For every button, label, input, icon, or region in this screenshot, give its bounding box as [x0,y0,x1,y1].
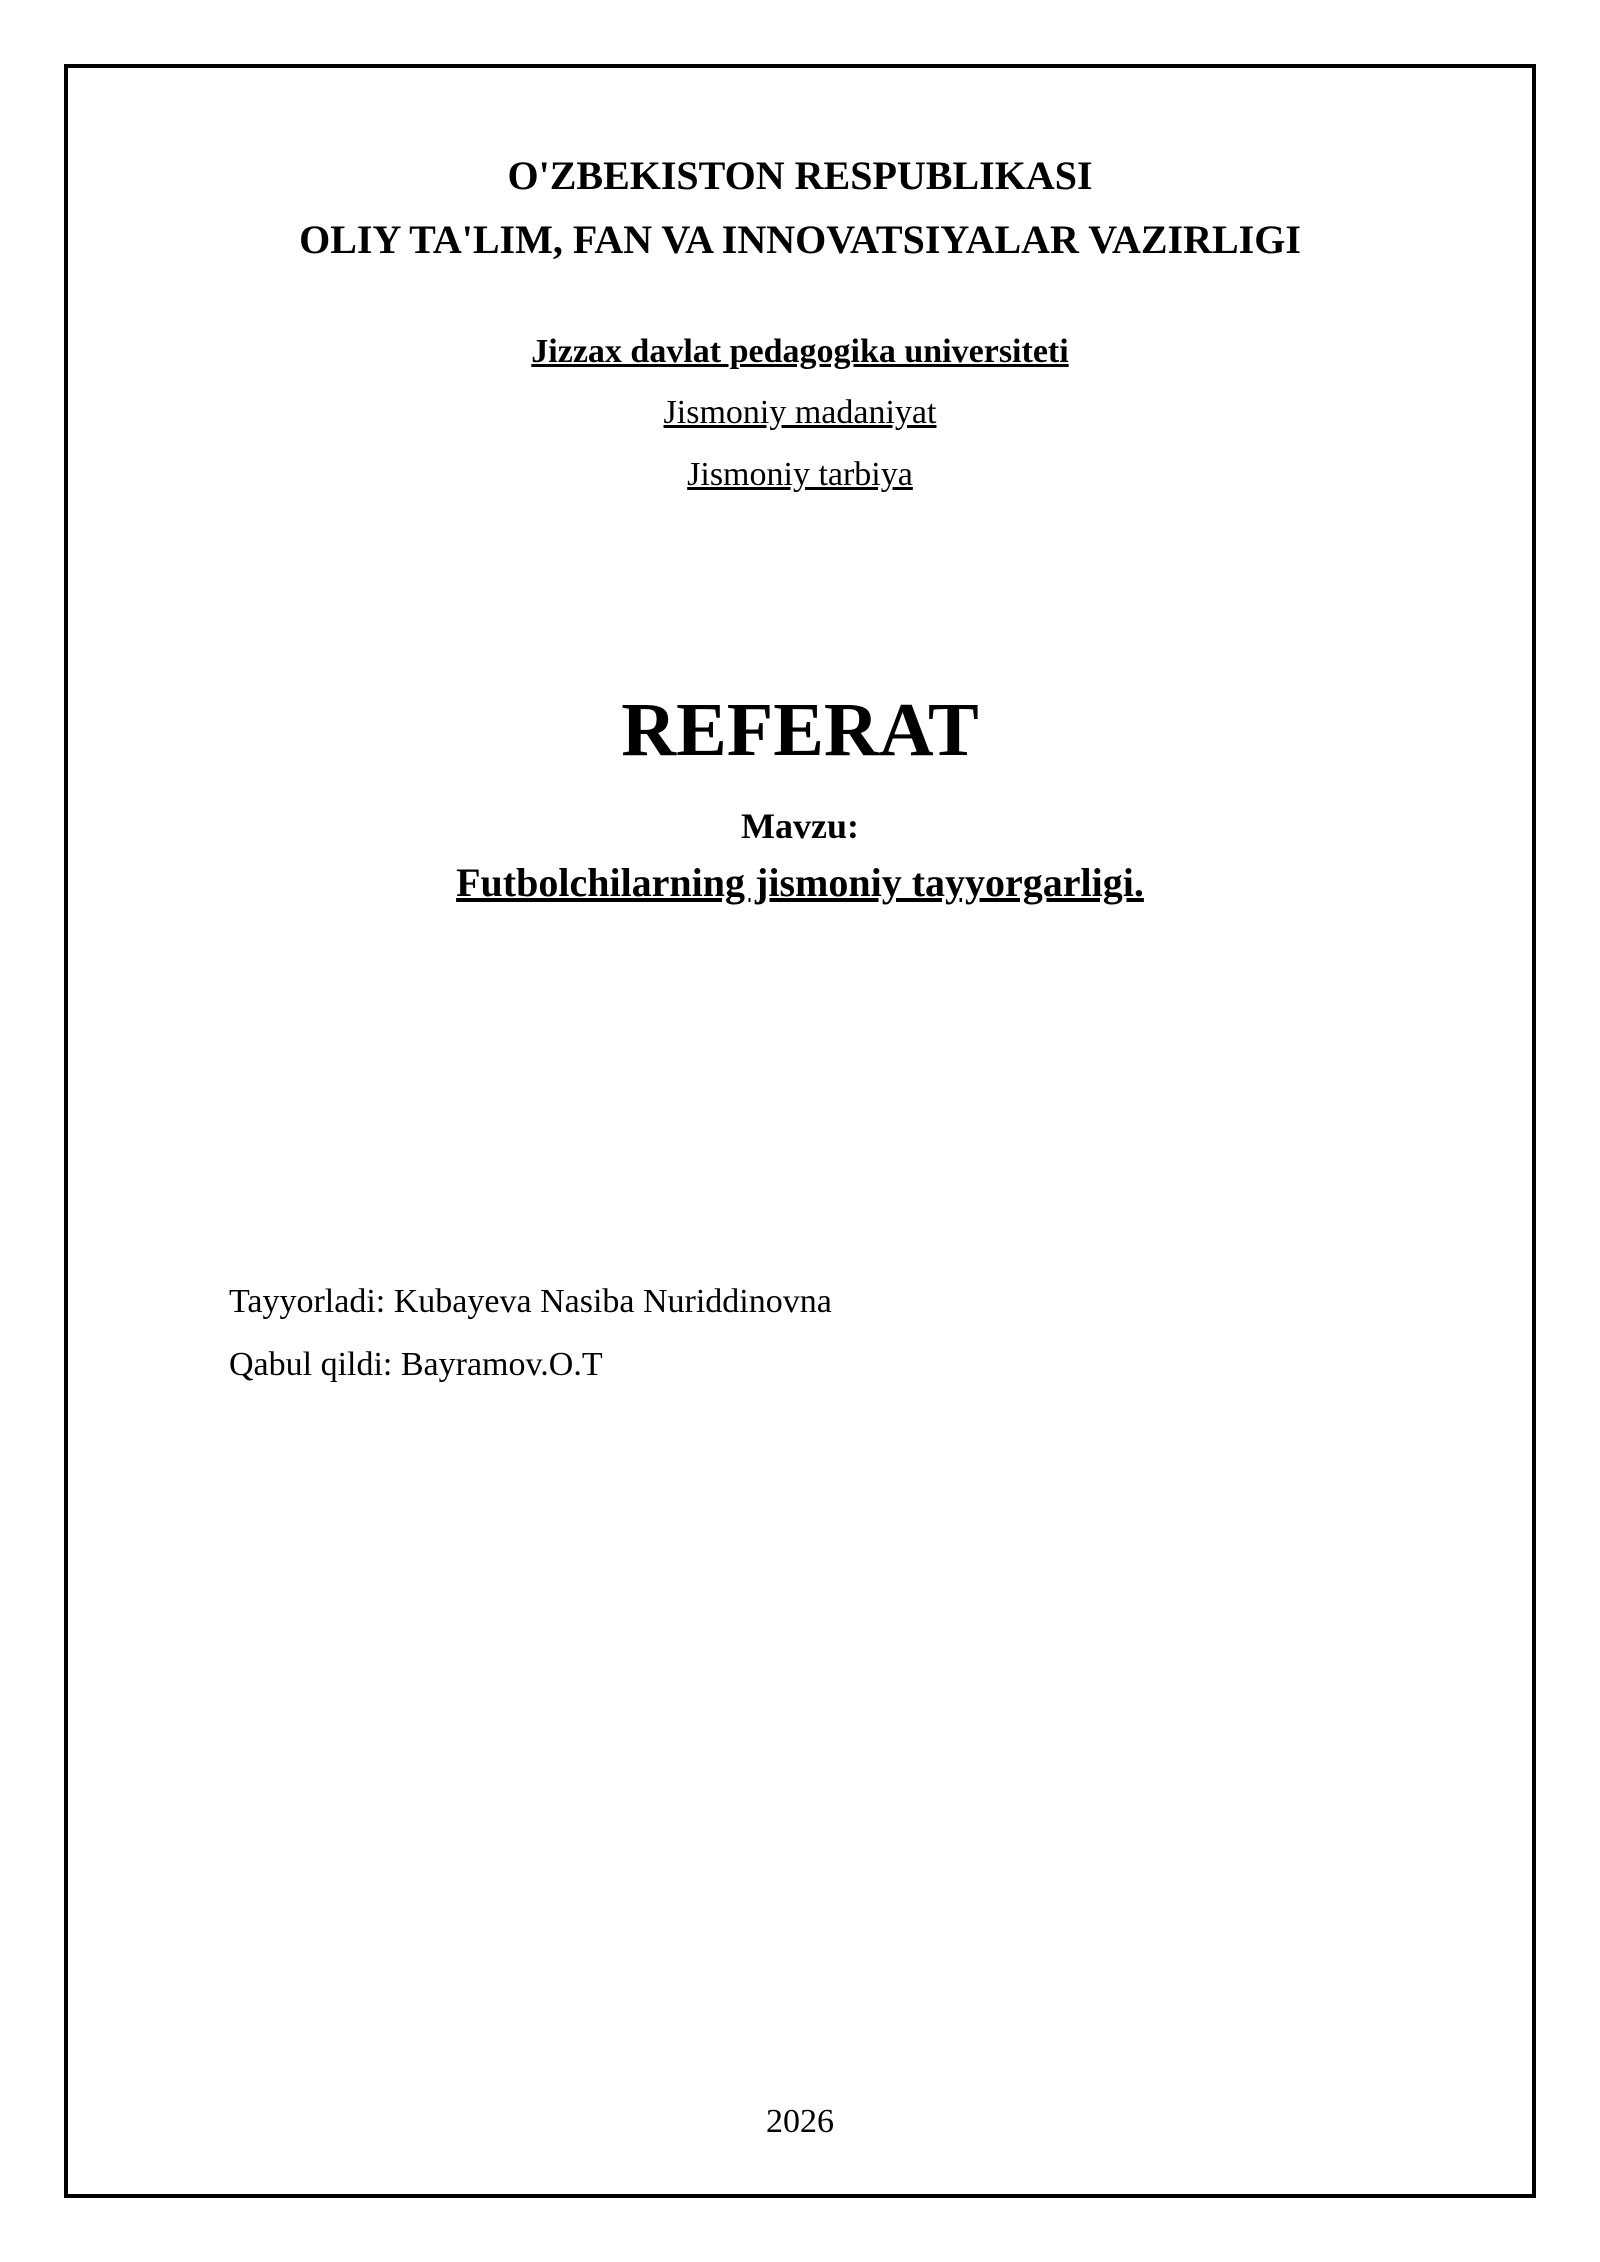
prepared-by-line: Tayyorladi: Kubayeva Nasiba Nuriddinovna [229,1283,832,1320]
department-name: Jismoniy tarbiya [687,456,913,493]
university-name: Jizzax davlat pedagogika universiteti [531,333,1069,370]
faculty-name: Jismoniy madaniyat [663,394,937,431]
year-label: 2026 [766,2103,834,2140]
page-border [64,64,1536,2198]
topic-label: Mavzu: [741,806,859,846]
ministry-header-line-2: OLIY TA'LIM, FAN VA INNOVATSIYALAR VAZIRLIGI [299,217,1301,262]
topic-text: Futbolchilarning jismoniy tayyorgarligi. [456,860,1144,905]
accepted-by-line: Qabul qildi: Bayramov.O.T [229,1346,603,1383]
document-title: REFERAT [621,688,979,772]
ministry-header-line-1: O'ZBEKISTON RESPUBLIKASI [507,153,1093,198]
